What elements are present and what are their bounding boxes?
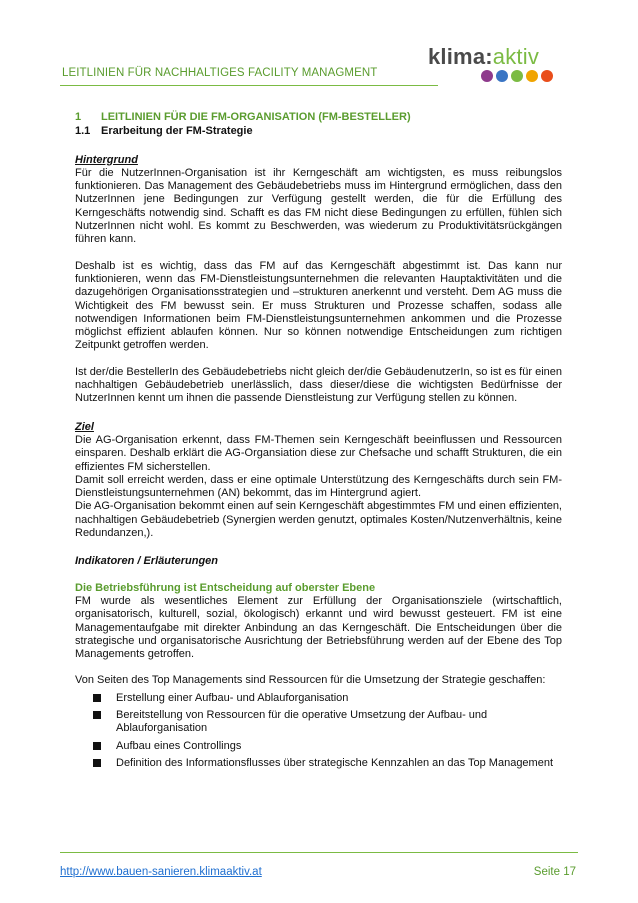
logo-dot: [496, 70, 508, 82]
list-item-text: Definition des Informationsflusses über strategische Kennzahlen an das Top Management: [116, 756, 554, 769]
paragraph: Ist der/die BestellerIn des Gebäudebetriebs nicht gleich der/die GebäudenutzerIn, so ist es für einen nachhaltigen Gebäudebetrieb unerlässlich, dass dieser/diese die wichtigsten Bedürfnisse der NutzerInnen kennt um ihnen die passende Dienstleistung zur Verfügung stellen zu können.: [75, 365, 562, 405]
list-item: [75, 709, 562, 736]
logo-brand: klima: [428, 44, 486, 69]
square-bullet-icon: [93, 742, 101, 750]
list-item: [75, 757, 562, 770]
logo-dot: [481, 70, 493, 82]
section-title: LEITLINIEN FÜR DIE FM-ORGANISATION (FM-BESTELLER): [101, 111, 411, 123]
header-title: LEITLINIEN FÜR NACHHALTIGES FACILITY MANAGMENT: [62, 67, 378, 79]
klimaaktiv-logo: [428, 44, 588, 90]
square-bullet-icon: [93, 759, 101, 767]
paragraph: Von Seiten des Top Managements sind Ressourcen für die Umsetzung der Strategie geschaffen:: [75, 674, 546, 687]
logo-wordmark: [428, 44, 539, 70]
hintergrund-heading: Hintergrund: [75, 153, 138, 166]
paragraph: Die AG-Organisation erkennt, dass FM-Themen sein Kerngeschäft beeinflussen und Ressourcen einsparen. Deshalb erklärt die AG-Organsiation diese zur Chefsache und schafft Strukturen, die ein effizientes FM sicherstellen.: [75, 433, 562, 473]
logo-suffix: aktiv: [492, 44, 540, 69]
logo-dots: [481, 70, 553, 82]
subsection-heading: [75, 125, 562, 138]
footer-website-link[interactable]: http://www.bauen-sanieren.klimaaktiv.at: [60, 866, 262, 878]
paragraph: Die AG-Organisation bekommt einen auf sein Kerngeschäft abgestimmtes FM und einen effizienten, nachhaltigen Gebäudebetrieb (Synergien werden genutzt, optimales Kosten/Nutzenverhältnis, keine Redundanzen,).: [75, 500, 562, 540]
square-bullet-icon: [93, 694, 101, 702]
list-item: [75, 740, 562, 753]
ziel-heading: Ziel: [75, 420, 94, 433]
list-item-text: Aufbau eines Controllings: [116, 739, 242, 752]
logo-dot: [526, 70, 538, 82]
subsection-title: Erarbeitung der FM-Strategie: [101, 125, 253, 138]
section-heading: [75, 111, 562, 124]
header-divider: [60, 85, 438, 86]
paragraph: Damit soll erreicht werden, dass er eine optimale Unterstützung des Kerngeschäfts durch sein FM-Dienstleistungsunternehmen (AN) bekommt, das im Hintergrund agiert.: [75, 473, 562, 500]
indikatoren-heading: Indikatoren / Erläuterungen: [75, 555, 219, 568]
logo-separator: :: [485, 44, 493, 69]
footer-divider: [60, 852, 578, 853]
page-content: [75, 111, 562, 774]
subsection-number: 1.1: [75, 125, 91, 138]
list-item-text: Bereitstellung von Ressourcen für die operative Umsetzung der Aufbau- und Ablauforganisation: [116, 708, 488, 735]
paragraph: Für die NutzerInnen-Organisation ist ihr Kerngeschäft am wichtigsten, es muss reibungslos funktionieren. Das Management des Gebäudebetriebs muss im Hintergrund ermöglichen, dass den NutzerInnen jene Bedingungen zur Verfügung gestellt werden, die für die Erfüllung des Kerngeschäfts notwendig sind. Schafft es das FM nicht diese Bedingungen zu erfüllen, fühlen sich NutzerInnen nicht wohl. Es kommt zu Beschwerden, was wiederum zu Produktivitätsrückgängen führen kann.: [75, 166, 562, 246]
paragraph: Deshalb ist es wichtig, dass das FM auf das Kerngeschäft abgestimmt ist. Das kann nur funktionieren, wenn das FM-Dienstleistungsunternehmen die relevanten Hauptaktivitäten und die dazugehörigen Organisationsstrategien und –strukturen anerkennt und versteht. Dem AG muss die Wichtigkeit des FM bewusst sein. Er muss Strukturen und Prozesse schaffen, sodass alle notwendigen Informationen beim FM-Dienstleistungsunternehmen ankommen und die Prozesse möglichst effizient ablaufen können. Nur so können notwendige Entscheidungen zum richtigen Zeitpunkt getroffen werden.: [75, 259, 562, 352]
logo-dot: [541, 70, 553, 82]
paragraph: FM wurde als wesentliches Element zur Erfüllung der Organisationsziele (wirtschaftlich, organisatorisch, kulturell, sozial, ökologisch) erkannt und wird bewusst gesteuert. FM ist eine Managementaufgabe mit direkter Anbindung an das Kerngeschäft. Die Entscheidungen über die strategische und organisatorische Ausrichtung der Betriebsführung werden auf der Ebene des Top Managements getroffen.: [75, 594, 562, 661]
list-item: [75, 692, 562, 705]
section-number: 1: [75, 111, 82, 123]
bullet-list: [75, 692, 562, 770]
indikatoren-subheading: Die Betriebsführung ist Entscheidung auf oberster Ebene: [75, 581, 376, 594]
list-item-text: Erstellung einer Aufbau- und Ablauforganisation: [116, 691, 349, 704]
logo-dot: [511, 70, 523, 82]
square-bullet-icon: [93, 711, 101, 719]
page-number: Seite 17: [533, 866, 576, 878]
